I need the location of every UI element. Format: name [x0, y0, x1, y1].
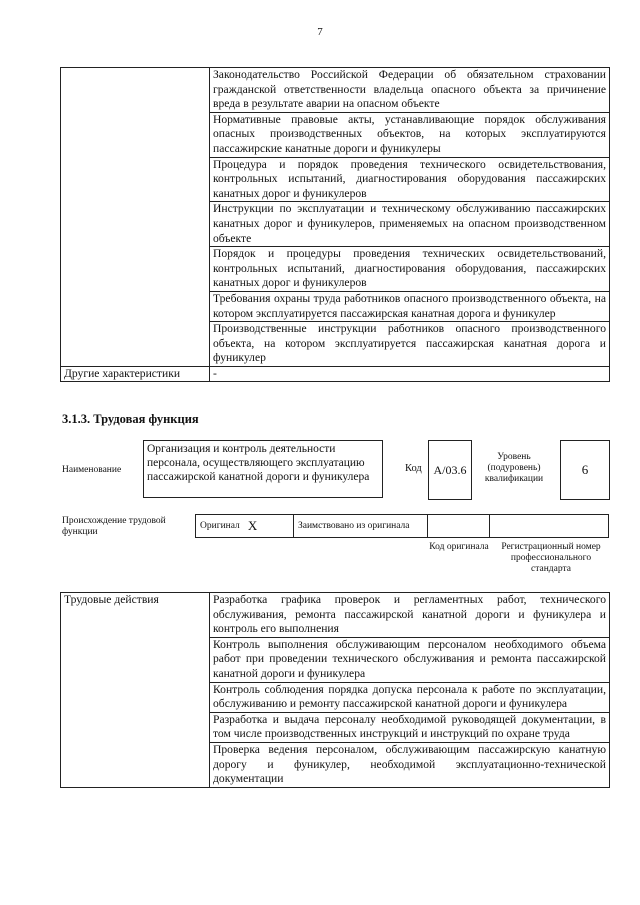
code-label: Код: [405, 463, 422, 474]
function-name-box: Организация и контроль деятельности персонала, осуществляющего эксплуатацию пассажирской канатной дороги и фуникулера: [143, 440, 383, 498]
origin-row: [195, 514, 609, 538]
page-number: 7: [317, 26, 323, 38]
knowledge-label-cell: [61, 68, 210, 367]
qualification-level-label: Уровень (подуровень) квалификации: [484, 452, 544, 484]
other-characteristics-label: Другие характеристики: [61, 366, 210, 382]
table-row: Инструкции по эксплуатации и техническому обслуживанию пассажирских канатных дорог и фуникулеров, применяемых на опасном производственном объекте: [210, 202, 610, 247]
qualification-level-box: 6: [560, 440, 610, 500]
table-row: Проверка ведения персоналом, обслуживающим пассажирскую канатную дорогу и фуникулер, необходимой эксплуатационно-технической документации: [210, 742, 610, 787]
table-row: Разработка и выдача персоналу необходимой руководящей документации, в том числе производственных инструкций и инструкций по охране труда: [210, 712, 610, 742]
labor-actions-table: [60, 592, 610, 788]
knowledge-table: [60, 67, 610, 382]
name-label: Наименование: [62, 465, 122, 475]
table-row: Требования охраны труда работников опасного производственного объекта, на котором эксплуатируется пассажирская канатная дорога и фуникулер: [210, 291, 610, 321]
reg-num-caption: Регистрационный номер профессионального стандарта: [501, 542, 601, 574]
function-code-box: A/03.6: [428, 440, 472, 500]
table-row: Процедура и порядок проведения технического освидетельствования, контрольных испытаний, диагностирования оборудования пассажирских канатных дорог и фуникулеров: [210, 157, 610, 202]
table-row: Законодательство Российской Федерации об обязательном страховании гражданской ответственности владельца опасного объекта за причинение вреда в результате аварии на опасном объекте: [210, 68, 610, 113]
table-row: Контроль соблюдения порядка допуска персонала к работе по эксплуатации, обслуживанию и ремонту пассажирской канатной дороги и фуникулера: [210, 682, 610, 712]
table-row: Производственные инструкции работников опасного производственного объекта, на котором эксплуатируется пассажирская канатная дорога и фуникулер: [210, 322, 610, 367]
origin-label: Происхождение трудовой функции: [62, 516, 166, 537]
original-mark: X: [247, 518, 258, 533]
table-row: Нормативные правовые акты, устанавливающие порядок обслуживания опасных производственных объектов, на которых эксплуатируются пассажирские канатные дороги и фуникулеры: [210, 112, 610, 157]
labor-actions-label: Трудовые действия: [61, 593, 210, 788]
borrowed-cell: Заимствовано из оригинала: [293, 514, 427, 538]
other-characteristics-value: -: [210, 366, 610, 382]
code-orig-cell: [427, 514, 489, 538]
original-cell: [195, 514, 293, 538]
original-label: Оригинал: [200, 521, 240, 531]
table-row: Порядок и процедуры проведения технических освидетельствований, контрольных испытаний, диагностирования оборудования, пассажирских канатных дорог и фуникулеров: [210, 247, 610, 292]
code-orig-caption: Код оригинала: [429, 542, 489, 552]
section-heading: 3.1.3. Трудовая функция: [62, 412, 199, 426]
table-row: Контроль выполнения обслуживающим персоналом необходимого объема работ при проведении технического обслуживания и ремонта пассажирской канатной дороги и фуникулера: [210, 637, 610, 682]
table-row: Разработка графика проверок и регламентных работ, технического обслуживания, ремонта пассажирской канатной дороги и фуникулера и контроль его выполнения: [210, 593, 610, 638]
reg-num-cell: [489, 514, 609, 538]
